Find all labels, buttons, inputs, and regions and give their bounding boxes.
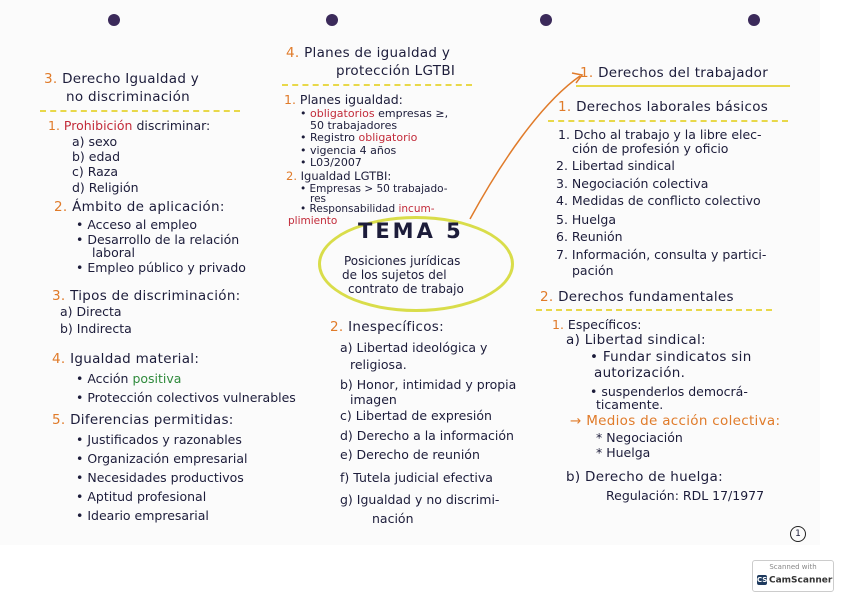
camscanner-badge [752,560,834,592]
list-item: c) Libertad de expresión [340,408,492,423]
list-item: • Registro obligatorio [300,131,418,144]
worker-rights-heading: 1. Derechos del trabajador [580,65,769,81]
list-item: b) Indirecta [60,321,132,336]
list-item: • Empresas > 50 trabajado- [300,183,448,195]
list-item: pación [572,263,614,278]
allowed-differences-heading: 5. Diferencias permitidas: [52,412,234,428]
list-item: 50 trabajadores [310,119,398,132]
list-item: • Aptitud profesional [76,489,207,504]
scope-heading: 2. Ámbito de aplicación: [54,199,225,215]
list-item: a) sexo [72,134,118,149]
camscanner-logo-icon: CS [757,576,768,584]
list-item: • Justificados y razonables [76,432,242,447]
heading-line: Derecho Igualdad y [62,71,200,87]
scanner-brand: CS CamScanner [757,575,833,586]
material-equality-heading: 4. Igualdad material: [52,351,200,367]
list-item: 4. Medidas de conflicto colectivo [556,193,761,208]
divider [40,110,240,112]
list-item: • Protección colectivos vulnerables [76,390,296,405]
list-item: res [310,193,327,205]
binder-hole [326,14,338,26]
collective-action-heading: → Medios de acción colectiva: [570,413,781,429]
types-heading: 3. Tipos de discriminación: [52,288,241,304]
binder-hole [748,14,760,26]
list-item: • obligatorios empresas ≥, [300,107,449,120]
section-number: 3. [44,71,58,87]
list-item: 3. Negociación colectiva [556,176,709,191]
list-item: * Negociación [596,430,683,445]
section-4-heading: 4. Planes de igualdad y [286,45,451,61]
list-item: • Responsabilidad incum- [300,203,435,215]
list-item: • Organización empresarial [76,451,248,466]
list-item: • Fundar sindicatos sin [590,349,752,365]
list-item: 6. Reunión [556,229,623,244]
list-item: 7. Información, consulta y partici- [556,247,767,262]
specific-heading: 1. Específicos: [552,317,642,332]
binder-hole [540,14,552,26]
list-item: a) Directa [60,304,122,319]
divider [282,84,472,86]
list-item: • Empleo público y privado [76,260,246,275]
list-item: e) Derecho de reunión [340,447,480,462]
list-item: 5. Huelga [556,212,616,227]
divider [576,85,790,87]
list-item: * Huelga [596,445,651,460]
list-item: Regulación: RDL 17/1977 [606,488,765,503]
list-item: d) Derecho a la información [340,428,514,443]
list-item: • vigencia 4 años [300,144,397,157]
list-item: c) Raza [72,164,119,179]
fundamental-rights-heading: 2. Derechos fundamentales [540,289,734,305]
divider [548,120,788,122]
list-item: plimiento [288,215,338,227]
scanner-caption: Scanned with [769,563,817,571]
topic-subtitle: de los sujetos del [342,268,447,282]
topic-subtitle: contrato de trabajo [348,282,464,296]
list-item: 2. Libertad sindical [556,158,675,173]
list-item: b) edad [72,149,121,164]
topic-title: TEMA 5 [358,219,464,243]
list-item: a) Libertad ideológica y [340,340,488,355]
prohibition-heading: 1. Prohibición discriminar: [48,118,211,133]
list-item: • Desarrollo de la relación [76,232,240,247]
binder-hole [108,14,120,26]
list-item: ción de profesión y oficio [572,141,729,156]
list-item: nación [372,511,414,526]
list-item: a) Libertad sindical: [566,332,706,348]
lgtbi-heading: 2. Igualdad LGTBI: [286,169,392,183]
list-item: b) Honor, intimidad y propia [340,377,517,392]
list-item: f) Tutela judicial efectiva [340,470,493,485]
heading-line: protección LGTBI [336,63,456,79]
basic-rights-heading: 1. Derechos laborales básicos [558,99,769,115]
list-item: imagen [350,392,397,407]
list-item: 1. Dcho al trabajo y la libre elec- [558,127,762,142]
list-item: g) Igualdad y no discrimi- [340,492,500,507]
list-item: religiosa. [350,357,407,372]
list-item: ticamente. [596,397,664,412]
section-3-heading [44,72,199,87]
list-item: laboral [92,245,135,260]
heading-line: no discriminación [66,89,191,105]
topic-subtitle: Posiciones jurídicas [344,254,461,268]
list-item: • L03/2007 [300,156,362,169]
list-item: • suspenderlos democrá- [590,384,748,399]
list-item: • Ideario empresarial [76,508,209,523]
list-item: d) Religión [72,180,139,195]
list-item: autorización. [594,365,686,381]
strike-right-heading: b) Derecho de huelga: [566,469,723,485]
plans-heading: 1. Planes igualdad: [284,92,403,107]
list-item: • Acceso al empleo [76,217,197,232]
non-specific-heading: 2. Inespecíficos: [330,319,444,335]
list-item: • Acción positiva [76,371,182,386]
divider [536,309,772,311]
list-item: • Necesidades productivos [76,470,244,485]
page-number: 1 [790,526,806,542]
